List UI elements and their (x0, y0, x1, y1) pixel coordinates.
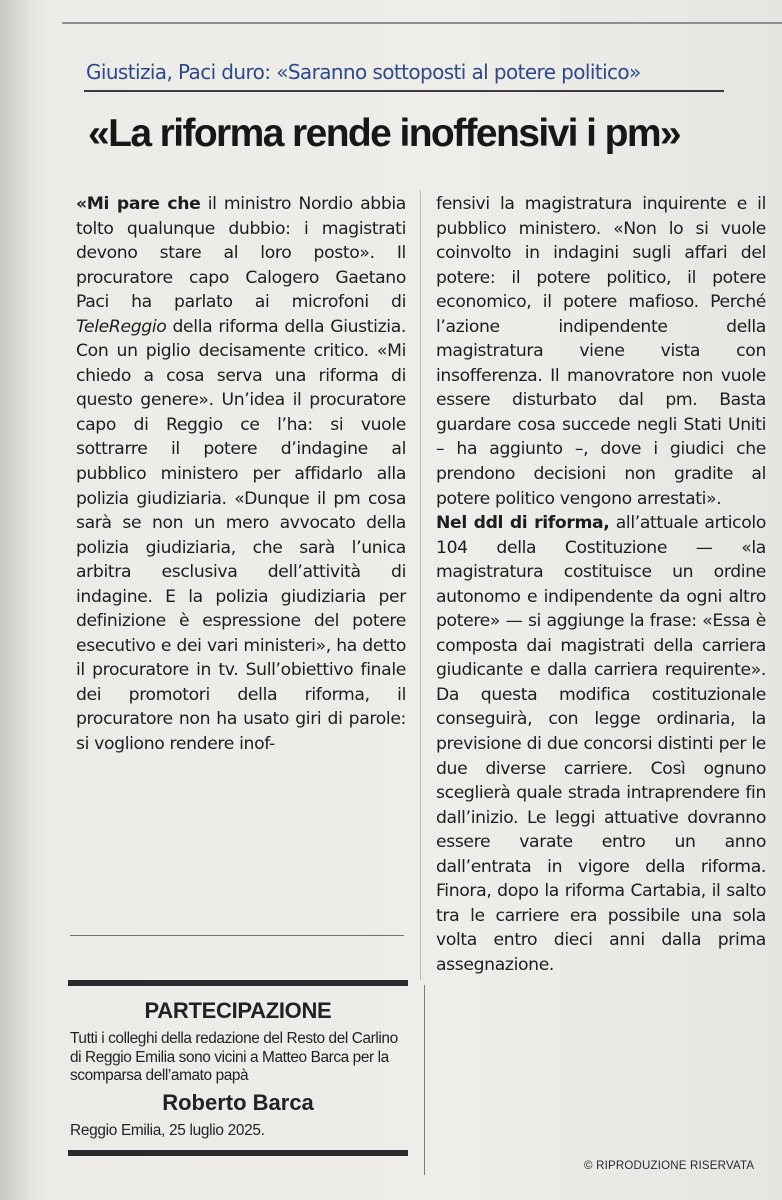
notice-title: PARTECIPAZIONE (144, 998, 332, 1023)
article-paragraph: fensivi la magistratura inquirente e il pubblico ministero. «Non lo si vuole coinvolto in indagini sugli affari del potere: il potere politico, il potere economico, il potere mafioso. Perché l’azione indipendente della magistratura viene vista con insofferenza. Il manovratore non vuole essere disturbato dal pm. Basta guardare cosa succede negli Stati Uniti – ha aggiunto –, dove i giudici che prendono decisioni non gradite al potere politico vengono arrestati». (436, 194, 766, 509)
notice-place-date: Reggio Emilia, 25 luglio 2025. (70, 1121, 265, 1139)
paragraph-text: il ministro Nordio abbia tolto qualunque dubbio: i magistrati devono stare al loro posto». Il procuratore capo Calogero Gaetano Paci ha parlato ai microfoni di (76, 194, 406, 313)
notice-bottom-bar (68, 1150, 408, 1156)
paragraph-lead: «Mi pare che (76, 194, 201, 214)
notice-top-bar (68, 980, 408, 986)
notice-body: Tutti i colleghi della redazione del Resto del Carlino di Reggio Emilia sono vicini a Matteo Barca per la scomparsa dell’amato papà (70, 1030, 398, 1084)
paragraph-text: della riforma della Giustizia. Con un piglio decisamente critico. «Mi chiedo a cosa serva una riforma di questo genere». Un’idea il procuratore capo di Reggio ce l’ha: si vuole sottrarre il potere d’indagine al pubblico ministero per affidarlo alla polizia giudiziaria. «Dunque il pm cosa sarà se non un mero avvocato della polizia giudiziaria, che sarà l’unica arbitra esclusiva dell’attività di indagine. E la polizia giudiziaria per definizione è espressione del potere esecutivo e dei vari ministeri», ha detto il procuratore in tv. Sull’obiettivo finale dei promotori della riforma, il procuratore non ha usato giri di parole: si vogliono rendere inof- (76, 316, 406, 755)
kicker-rule (84, 90, 724, 92)
article-column-left (76, 192, 406, 757)
tv-name: TeleReggio (76, 316, 167, 337)
article-column-right (436, 192, 766, 978)
column-divider (420, 190, 421, 980)
copyright-notice: © RIPRODUZIONE RISERVATA (584, 1160, 755, 1172)
column-end-rule (70, 935, 404, 936)
notice-divider (424, 985, 425, 1175)
kicker: Giustizia, Paci duro: «Saranno sottoposti al potere politico» (86, 60, 641, 84)
notice-name: Roberto Barca (162, 1089, 314, 1115)
paragraph-text: all’attuale articolo 104 della Costituzione — «la magistratura costituisce un ordine autonomo e indipendente da ogni altro potere» — si aggiunge la frase: «Essa è composta dai magistrati della carriera giudicante e dalla carriera requirente». Da questa modifica costituzionale conseguirà, con legge ordinaria, la previsione di due concorsi distinti per le due diverse carriere. Così ognuno sceglierà quale strada intraprendere fin dall’inizio. Le leggi attuative dovranno essere varate entro un anno dall’entrata in vigore della riforma. Finora, dopo la riforma Cartabia, il salto tra le carriere era possibile una sola volta entro dieci anni dalla prima assegnazione. (436, 513, 766, 975)
headline: «La riforma rende inoffensivi i pm» (88, 112, 680, 155)
top-rule (62, 22, 782, 24)
condolence-notice (68, 980, 408, 1156)
article-paragraph (76, 192, 406, 757)
paragraph-lead: Nel ddl di riforma, (436, 513, 610, 534)
article-paragraph (436, 511, 766, 977)
page-fold-shadow (0, 0, 28, 1200)
